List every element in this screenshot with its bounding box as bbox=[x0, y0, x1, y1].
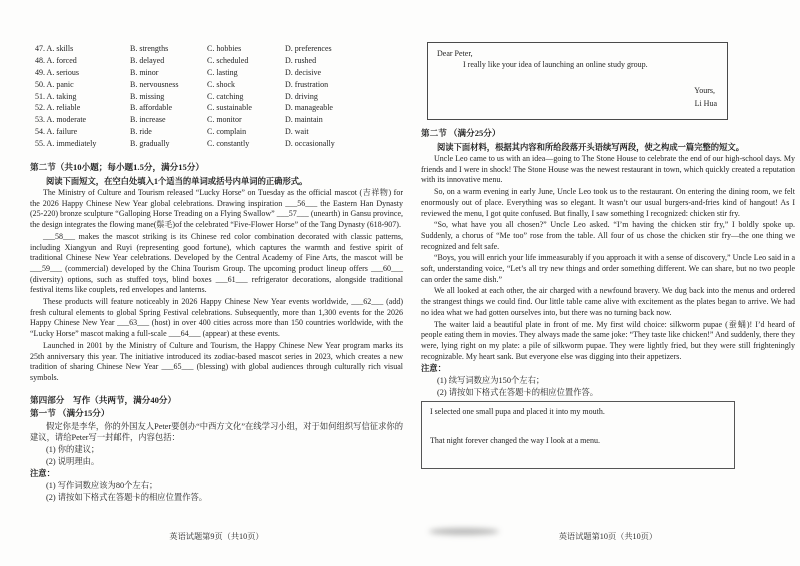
page-footer: 英语试题第9页（共10页） bbox=[169, 532, 264, 541]
task-point: (2) 说明理由。 bbox=[46, 456, 100, 466]
note-item: (1) 写作词数应该为80个左右； bbox=[46, 480, 158, 490]
option-row-53 bbox=[35, 115, 403, 127]
option-row-51 bbox=[35, 92, 403, 104]
option-cell: C. constantly bbox=[207, 139, 250, 149]
passage-paragraph: These products will feature noticeably in 2026 Happy Chinese New Year events worldwide, ___62___ (add) fresh cultural elements to global Spring Festival celebrations. Subsequently, more than 1,300 events for the 2026 Happy Chinese New Year ___63___ (host) in over 400 cities across more than 150 countries worldwide, with the “Lucky Horse” mascot making a full-scale ___64___ (appear) at these events. bbox=[30, 297, 403, 339]
passage-paragraph: Launched in 2001 by the Ministry of Culture and Tourism, the Happy Chinese New Year program marks its 25th anniversary this year. The initiative introduced its zodiac-based mascot series in 2023, which creates a new tradition of sharing Chinese New Year ___65___ (blessing) with global audiences through culturally rich visual symbols. bbox=[30, 340, 403, 382]
option-cell: C. shock bbox=[207, 79, 235, 89]
option-cell: 55. A. immediately bbox=[35, 139, 97, 149]
option-cell: D. frustration bbox=[285, 79, 329, 89]
option-cell: D. occasionally bbox=[285, 139, 335, 149]
task-point: (1) 你的建议； bbox=[46, 444, 100, 454]
option-cell: B. delayed bbox=[130, 55, 165, 65]
part4-section1-heading: 第一节 （满分15分） bbox=[30, 407, 110, 418]
section2-instruction: 阅读下面材料，根据其内容和所给段落开头语续写两段，使之构成一篇完整的短文。 bbox=[437, 143, 744, 152]
note-label: 注意： bbox=[421, 364, 446, 374]
page-10 bbox=[421, 42, 795, 469]
writing-task-description: 假定你是李华，你的外国友人Peter要创办“中西方文化”在线学习小组，对于如何组织写信征求你的建议，请给Peter写一封邮件，内容包括： bbox=[30, 421, 403, 442]
section2-heading: 第二节 （满分25分） bbox=[421, 128, 501, 138]
option-cell: 47. A. skills bbox=[35, 44, 74, 53]
story-paragraph: The waiter laid a beautiful plate in front of me. My first wild choice: silkworm pupae (蚕蛹)! I’d heard of people eating them in movies. They always made the same joke: “They taste like chicken!” And suddenly, there they were, lying right on my plate: a pile of silkworm pupae. They were lightly fried, but they were still frighteningly recognizable. My heart sank. But everyone else was digging into their appetizers. bbox=[421, 319, 795, 361]
option-row-48 bbox=[35, 56, 403, 68]
story-paragraph: “Boys, you will enrich your life immeasurably if you approach it with a sense of discovery,” Uncle Leo said in a soft, understanding voice, “Let’s all try new things and order something different. We can share, but no two people can order the same dish.” bbox=[421, 253, 795, 284]
option-cell: D. wait bbox=[285, 127, 309, 137]
passage-paragraph: ___58___ makes the mascot striking is its Chinese red color combination decorated with classic patterns, including Xiangyun and Ruyi (representing good fortune), which captures the warmth and festive spirit of traditional Chinese New Year celebrations. Developed by the Central Academy of Fine Arts, the mascot will be ___59___ (commercial) developed by the China Tourism Group. The upcoming product lineup offers ___60___ (diversity) options, such as stuffed toys, blind boxes ___61___ refrigerator decorations, alongside traditional festival items like couplets, red envelopes and lanterns. bbox=[30, 231, 403, 295]
option-cell: D. rushed bbox=[285, 55, 317, 65]
story-paragraph: We all looked at each other, the air charged with a newfound bravery. We dug back into the menus and ordered the strangest things we could find. Our little table came alive with excitement as the plates began to arrive. We had no idea what we had gotten ourselves into, but there was no turning back now. bbox=[421, 286, 795, 317]
option-cell: 52. A. reliable bbox=[35, 103, 81, 113]
option-cell: C. scheduled bbox=[207, 55, 249, 65]
option-cell: 53. A. moderate bbox=[35, 115, 87, 125]
story-paragraph: So, on a warm evening in early June, Uncle Leo took us to the restaurant. On entering the dining room, we felt enormously out of place. Everything was so elegant. It wasn’t our usual burgers-and-fries kind of hangout! As I reviewed the menu, I got quite confused. But finally, I saw something I recognized: chicken stir fry. bbox=[421, 187, 795, 218]
option-row-52 bbox=[35, 103, 403, 115]
option-row-54 bbox=[35, 127, 403, 139]
part4-heading: 第四部分 写作（共两节，满分40分） bbox=[30, 394, 177, 405]
section2-instruction: 阅读下面短文，在空白处填入1个适当的单词或括号内单词的正确形式。 bbox=[46, 177, 308, 187]
option-row-50 bbox=[35, 80, 403, 92]
option-cell: B. affordable bbox=[130, 103, 173, 113]
option-row-47 bbox=[35, 44, 403, 56]
note-item: (2) 请按如下格式在答题卡的相应位置作答。 bbox=[46, 492, 208, 502]
option-cell: 48. A. forced bbox=[35, 55, 77, 65]
page-footer: 英语试题第10页（共10页） bbox=[558, 532, 658, 541]
note-item: (2) 请按如下格式在答题卡的相应位置作答。 bbox=[437, 388, 599, 398]
letter-opening-sentence: I really like your idea of launching an online study group. bbox=[463, 60, 648, 69]
note-label: 注意： bbox=[30, 468, 55, 478]
option-cell: 50. A. panic bbox=[35, 79, 74, 89]
option-cell: B. ride bbox=[130, 127, 152, 137]
option-row-55 bbox=[35, 139, 403, 151]
option-cell: B. strengths bbox=[130, 44, 169, 53]
option-cell: C. lasting bbox=[207, 67, 238, 77]
note-item: (1) 续写词数应为150个左右； bbox=[437, 376, 545, 386]
letter-salutation: Dear Peter, bbox=[437, 49, 473, 58]
continuation-opening-2: That night forever changed the way I look at a menu. bbox=[430, 436, 600, 446]
options-table bbox=[35, 44, 403, 151]
letter-closing: Yours, bbox=[694, 86, 715, 95]
option-cell: C. catching bbox=[207, 91, 244, 101]
story-paragraph: “So, what have you all chosen?” Uncle Leo asked. “I’m having the chicken stir fry,” I boldly spoke up. Suddenly, a chorus of “Me too” rose from the table. All four of us chose the chicken stir fry—the one thing we recognized and felt safe. bbox=[421, 220, 795, 251]
continuation-opening-1: I selected one small pupa and placed it into my mouth. bbox=[430, 407, 605, 417]
continuation-box bbox=[421, 401, 735, 469]
option-cell: C. sustainable bbox=[207, 103, 252, 113]
option-cell: B. increase bbox=[130, 115, 166, 125]
option-cell: 54. A. failure bbox=[35, 127, 78, 137]
option-cell: D. maintain bbox=[285, 115, 323, 125]
option-cell: D. driving bbox=[285, 91, 318, 101]
option-cell: B. gradually bbox=[130, 139, 170, 149]
option-cell: B. missing bbox=[130, 91, 165, 101]
option-cell: B. nervousness bbox=[130, 79, 179, 89]
option-row-49 bbox=[35, 68, 403, 80]
option-cell: C. complain bbox=[207, 127, 247, 137]
option-cell: D. preferences bbox=[285, 44, 332, 53]
option-cell: C. monitor bbox=[207, 115, 242, 125]
option-cell: B. minor bbox=[130, 67, 159, 77]
story-paragraph: Uncle Leo came to us with an idea—going to The Stone House to celebrate the end of our high-school days. My friends and I were in shock! The Stone House was the newest restaurant in town, which quickly created a reputation with its innovative menu. bbox=[421, 154, 795, 185]
section2-heading: 第二节（共10小题；每小题1.5分，满分15分） bbox=[30, 162, 205, 173]
option-cell: 51. A. taking bbox=[35, 91, 77, 101]
option-cell: D. decisive bbox=[285, 67, 321, 77]
option-cell: C. hobbies bbox=[207, 44, 242, 53]
option-cell: 49. A. serious bbox=[35, 67, 79, 77]
letter-template-box bbox=[427, 42, 728, 120]
letter-signature: Li Hua bbox=[694, 99, 717, 108]
page-9 bbox=[30, 40, 403, 503]
passage-paragraph: The Ministry of Culture and Tourism released “Lucky Horse” on Tuesday as the official mascot (吉祥物) for the 2026 Happy Chinese New Year global celebrations. Drawing inspiration ___56___ the Eastern Han Dynasty (25-220) bronze sculpture “Galloping Horse Treading on a Flying Swallow” ___57___ (unearth) in Gansu province, the design integrates the flowing mane(鬃毛)of the celebrated “Five-Flower Horse” of the Tang Dynasty (618-907). bbox=[30, 188, 403, 230]
option-cell: D. manageable bbox=[285, 103, 333, 113]
